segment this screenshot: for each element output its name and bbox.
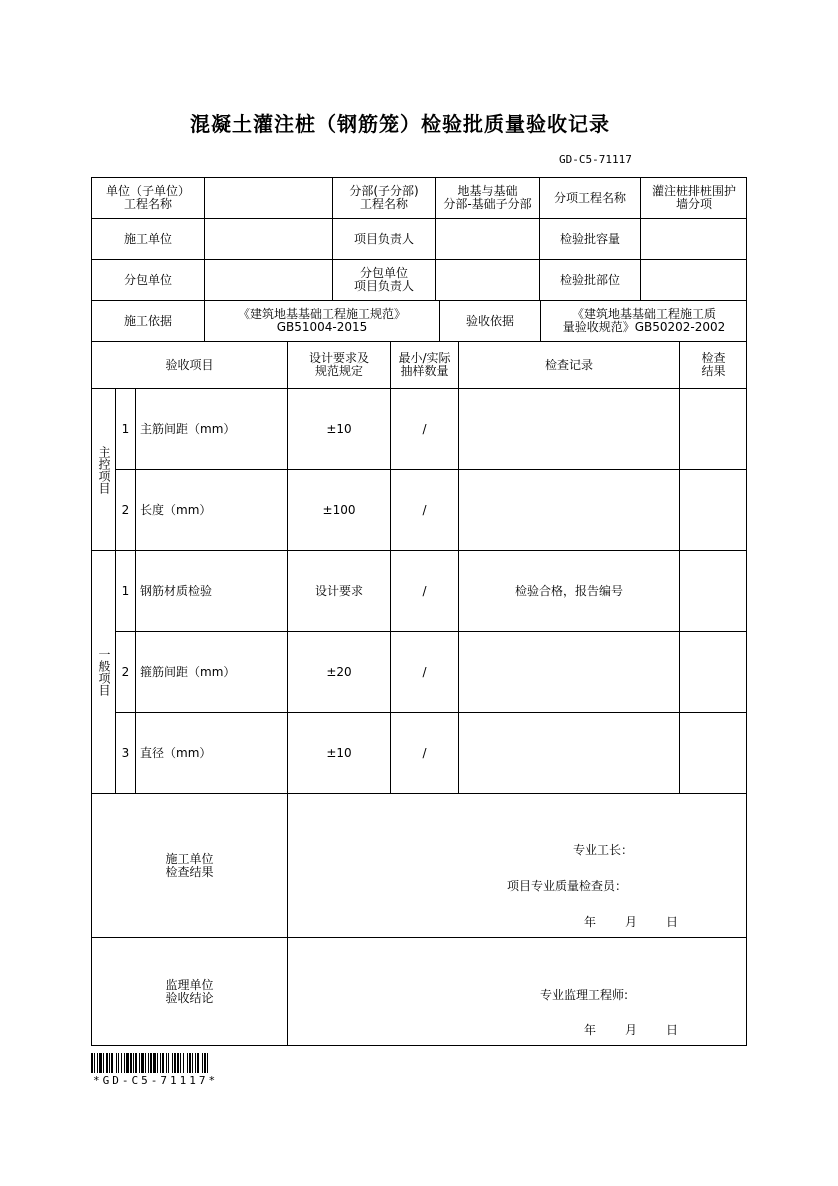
item-name: 箍筋间距（mm） [136, 632, 288, 713]
supervisor-check-label: 监理单位 验收结论 [92, 938, 288, 1045]
foreman-signature: 专业工长： [573, 843, 634, 857]
barcode-text: *GD-C5-71117* [93, 1074, 219, 1087]
inspection-record[interactable] [459, 389, 680, 470]
barcode-bar [148, 1053, 149, 1073]
barcode-bar [204, 1053, 206, 1073]
inspection-result[interactable] [680, 632, 747, 713]
project-lead-label: 项目负责人 [333, 219, 436, 260]
inspection-record[interactable]: 检验合格，报告编号 [459, 551, 680, 632]
inspection-record[interactable] [459, 713, 680, 794]
inspection-result[interactable] [680, 551, 747, 632]
barcode-bar [91, 1053, 93, 1073]
inspection-result[interactable] [680, 470, 747, 551]
batch-capacity-label: 检验批容量 [540, 219, 641, 260]
contractor-month: 月 [625, 915, 638, 929]
supervisor-day: 日 [666, 1023, 679, 1037]
supervisor-year: 年 [584, 1023, 597, 1037]
main-control-label: 主控项目 [97, 445, 111, 494]
sub-lead-value[interactable] [436, 260, 540, 301]
design-requirement: ±20 [288, 632, 391, 713]
barcode-bar [172, 1053, 173, 1073]
design-requirement: ±10 [288, 713, 391, 794]
subcontractor-value[interactable] [205, 260, 333, 301]
barcode-bar [106, 1053, 108, 1073]
table-row-no: 1 [116, 389, 136, 470]
contractor-value[interactable] [205, 219, 333, 260]
barcode-bar [153, 1053, 156, 1073]
barcode-bar [97, 1053, 98, 1073]
design-requirement: ±100 [288, 470, 391, 551]
barcode-bar [166, 1053, 167, 1073]
contractor-label: 施工单位 [92, 219, 205, 260]
item-name: 钢筋材质检验 [136, 551, 288, 632]
barcode-bar [103, 1053, 104, 1073]
barcode-bar [177, 1053, 179, 1073]
barcode-bar [195, 1053, 196, 1073]
subitem-value: 灌注桩排桩围护 墙分项 [641, 178, 747, 219]
table-row-no: 2 [116, 470, 136, 551]
inspection-result[interactable] [680, 713, 747, 794]
subdivision-value: 地基与基础 分部-基础子分部 [436, 178, 540, 219]
inspection-record[interactable] [459, 632, 680, 713]
sample-count: / [391, 713, 459, 794]
form-code: GD-C5-71117 [559, 153, 632, 166]
barcode-bar [180, 1053, 181, 1073]
col-item-header: 验收项目 [92, 342, 288, 389]
sample-count: / [391, 551, 459, 632]
unit-name-value[interactable] [205, 178, 333, 219]
table-row-no: 2 [116, 632, 136, 713]
barcode-bar [135, 1053, 137, 1073]
basis-label: 施工依据 [92, 301, 205, 342]
sample-count: / [391, 470, 459, 551]
barcode-bar [207, 1053, 208, 1073]
general-label: 一般项目 [97, 648, 111, 696]
acceptance-basis-label: 验收依据 [440, 301, 541, 342]
col-result-header: 检查 结果 [680, 342, 747, 389]
barcode-bar [111, 1053, 113, 1073]
barcode-bar [174, 1053, 176, 1073]
barcode-bar [183, 1053, 184, 1073]
supervision-engineer-signature: 专业监理工程师: [540, 988, 629, 1002]
barcode-bar [124, 1053, 125, 1073]
item-name: 主筋间距（mm） [136, 389, 288, 470]
barcode-bar [126, 1053, 129, 1073]
basis-value: 《建筑地基基础工程施工规范》 GB51004-2015 [205, 301, 440, 342]
barcode-bar [187, 1053, 188, 1073]
general-group-label [92, 551, 116, 794]
supervisor-check-area[interactable] [288, 938, 747, 1045]
contractor-year: 年 [584, 915, 597, 929]
col-sample-header: 最小/实际 抽样数量 [391, 342, 459, 389]
barcode [91, 1053, 263, 1073]
inspection-record[interactable] [459, 470, 680, 551]
design-requirement: 设计要求 [288, 551, 391, 632]
barcode-bar [150, 1053, 152, 1073]
contractor-check-label: 施工单位 检查结果 [92, 794, 288, 938]
main-control-group-label [92, 389, 116, 551]
col-record-header: 检查记录 [459, 342, 680, 389]
subitem-label: 分项工程名称 [540, 178, 641, 219]
item-name: 直径（mm） [136, 713, 288, 794]
barcode-bar [133, 1053, 134, 1073]
barcode-bar [118, 1053, 119, 1073]
barcode-bar [139, 1053, 140, 1073]
page-title: 混凝土灌注桩（钢筋笼）检验批质量验收记录 [190, 112, 610, 136]
batch-capacity-value[interactable] [641, 219, 747, 260]
barcode-bar [109, 1053, 110, 1073]
table-row-no: 1 [116, 551, 136, 632]
design-requirement: ±10 [288, 389, 391, 470]
col-design-header: 设计要求及 规范规定 [288, 342, 391, 389]
acceptance-basis-value: 《建筑地基基础工程施工质 量验收规范》GB50202-2002 [541, 301, 747, 342]
barcode-bar [197, 1053, 199, 1073]
barcode-bar [192, 1053, 193, 1073]
barcode-bar [94, 1053, 95, 1073]
sub-lead-label: 分包单位 项目负责人 [333, 260, 436, 301]
quality-inspector-signature: 项目专业质量检查员： [507, 879, 628, 893]
sample-count: / [391, 389, 459, 470]
table-row-no: 3 [116, 713, 136, 794]
contractor-check-area[interactable] [288, 794, 747, 938]
barcode-bar [99, 1053, 102, 1073]
barcode-bar [116, 1053, 117, 1073]
barcode-bar [145, 1053, 146, 1073]
barcode-bar [162, 1053, 164, 1073]
subcontractor-label: 分包单位 [92, 260, 205, 301]
inspection-form-table [91, 177, 747, 1046]
contractor-day: 日 [666, 915, 679, 929]
barcode-bar [121, 1053, 122, 1073]
project-lead-value[interactable] [436, 219, 540, 260]
item-name: 长度（mm） [136, 470, 288, 551]
subdivision-label: 分部(子分部) 工程名称 [333, 178, 436, 219]
inspection-result[interactable] [680, 389, 747, 470]
sample-count: / [391, 632, 459, 713]
batch-location-label: 检验批部位 [540, 260, 641, 301]
batch-location-value[interactable] [641, 260, 747, 301]
barcode-bar [202, 1053, 203, 1073]
barcode-bar [168, 1053, 169, 1073]
barcode-bar [157, 1053, 158, 1073]
barcode-bar [130, 1053, 132, 1073]
barcode-bar [160, 1053, 161, 1073]
barcode-bar [189, 1053, 191, 1073]
supervisor-month: 月 [625, 1023, 638, 1037]
unit-name-label: 单位（子单位） 工程名称 [92, 178, 205, 219]
barcode-bar [141, 1053, 144, 1073]
